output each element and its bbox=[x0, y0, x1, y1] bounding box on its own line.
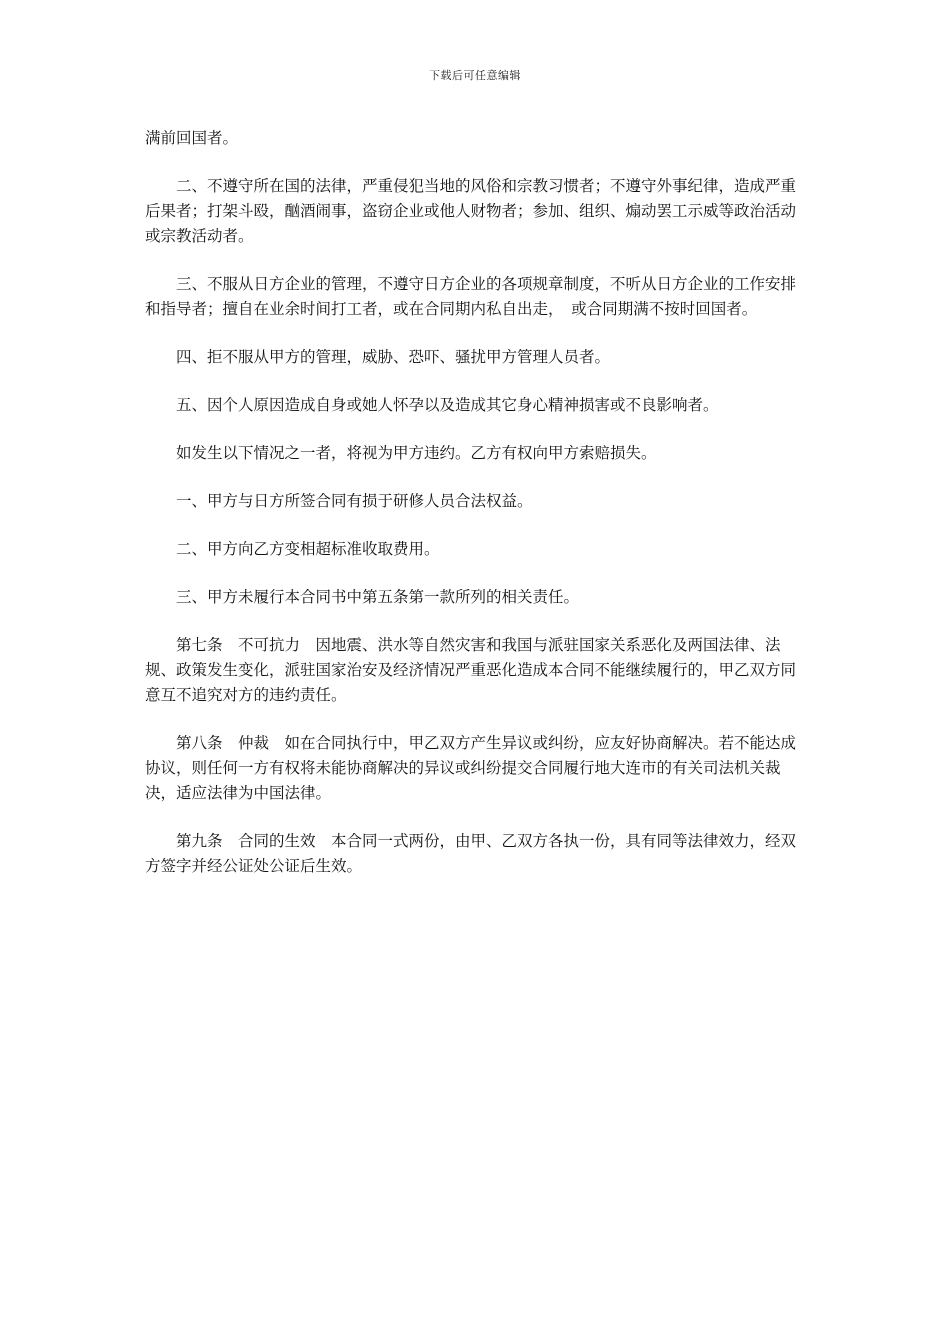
paragraph: 四、拒不服从甲方的管理，威胁、恐吓、骚扰甲方管理人员者。 bbox=[176, 348, 611, 366]
paragraph: 五、因个人原因造成自身或她人怀孕以及造成其它身心精神损害或不良影响者。 bbox=[176, 396, 719, 414]
article-7-paragraph: 第七条 不可抗力 因地震、洪水等自然灾害和我国与派驻国家关系恶化及两国法律、法规、政策发生变化，派驻国家治安及经济情况严重恶化造成本合同不能继续履行的，甲乙双方同意互不追究对方的违约责任。 bbox=[145, 636, 797, 704]
article-8-paragraph: 第八条 仲裁 如在合同执行中，甲乙双方产生异议或纠纷，应友好协商解决。若不能达成协议，则任何一方有权将未能协商解决的异议或纠纷提交合同履行地大连市的有关司法机关裁决，适应法律为中国法律。 bbox=[145, 734, 797, 802]
paragraph: 如发生以下情况之一者，将视为甲方违约。乙方有权向甲方索赔损失。 bbox=[176, 444, 657, 462]
paragraph: 二、甲方向乙方变相超标准收取费用。 bbox=[176, 540, 440, 558]
document-body bbox=[145, 126, 807, 902]
article-9-paragraph: 第九条 合同的生效 本合同一式两份，由甲、乙双方各执一份，具有同等法律效力，经双方签字并经公证处公证后生效。 bbox=[145, 832, 797, 875]
paragraph: 二、不遵守所在国的法律，严重侵犯当地的风俗和宗教习惯者；不遵守外事纪律，造成严重后果者；打架斗殴，酗酒闹事，盗窃企业或他人财物者；参加、组织、煽动罢工示威等政治活动或宗教活动者。 bbox=[145, 177, 797, 245]
paragraph: 满前回国者。 bbox=[145, 129, 239, 147]
paragraph: 三、甲方未履行本合同书中第五条第一款所列的相关责任。 bbox=[176, 588, 580, 606]
paragraph: 三、不服从日方企业的管理，不遵守日方企业的各项规章制度，不听从日方企业的工作安排和指导者；擅自在业余时间打工者，或在合同期内私自出走， 或合同期满不按时回国者。 bbox=[145, 275, 797, 318]
page-header: 下载后可任意编辑 bbox=[429, 69, 521, 82]
paragraph: 一、甲方与日方所签合同有损于研修人员合法权益。 bbox=[176, 492, 533, 510]
